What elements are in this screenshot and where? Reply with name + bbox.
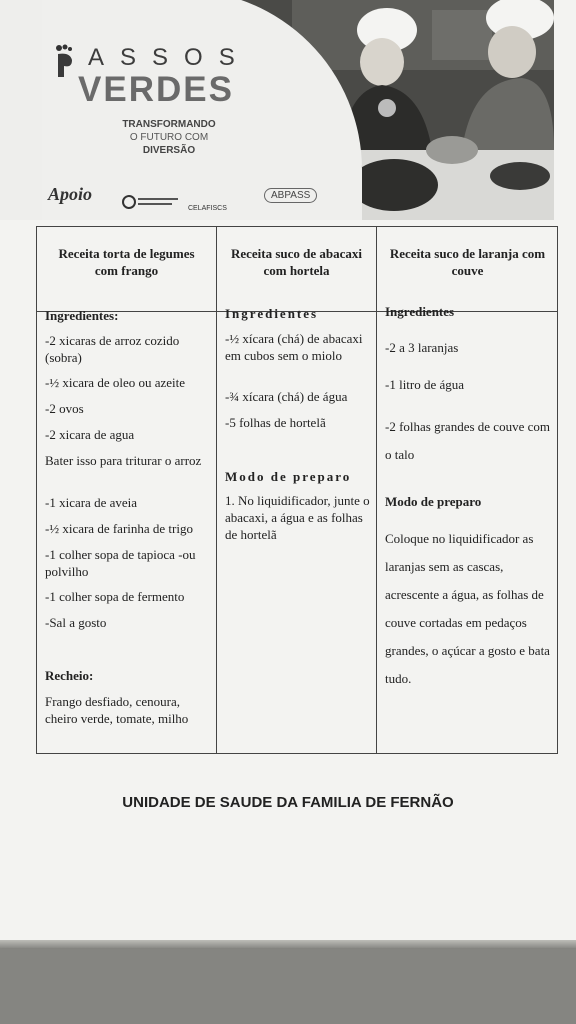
tagline-line: TRANSFORMANDO [122,119,216,130]
method-heading: Modo de preparo [385,494,482,509]
recipe-title: Receita torta de legumes com frango [58,246,195,278]
ingredients-heading: Ingredientes [225,306,319,321]
recipe-title: Receita suco de laranja com couve [389,246,546,278]
method-heading: Modo de preparo [225,469,352,484]
logo-word-passos: ASSOS [88,44,251,71]
ingredients-heading: Ingredientes: [45,308,119,323]
ingredient-item: -¾ xícara (chá) de água [225,389,348,404]
method-text: 1. No liquidificador, junte o abacaxi, a água e as folhas de hortelã [225,493,370,542]
logo-word-verdes: VERDES [78,70,234,109]
header-banner [42,0,554,220]
footprint-p-icon [54,44,76,78]
ingredient-item: Bater isso para triturar o arroz [45,453,202,468]
ingredient-item: -½ xicara de farinha de trigo [45,521,193,536]
sponsor-logo-apoio: Apoio [48,184,93,204]
recipe-column-torta [37,227,217,753]
sponsor-logo-abpass: ABPASS [264,188,317,203]
page-margin [0,0,42,220]
recipe-column-laranja [377,227,558,753]
method-text: Coloque no liquidificador as laranjas sem as cascas, acrescente a água, as folhas de couve cortadas em pedaços grandes, o açúcar a gosto e bata tudo. [385,531,550,686]
filling-text: Frango desfiado, cenoura, cheiro verde, tomate, milho [45,694,189,726]
ingredient-item: -½ xícara (chá) de abacaxi em cubos sem o miolo [225,331,363,363]
ingredient-item: -2 xicara de agua [45,427,135,442]
ingredient-item: -1 xicara de aveia [45,495,138,510]
ingredient-item: -2 xicaras de arroz cozido (sobra) [45,333,180,365]
ingredients-heading: Ingredientes [385,304,455,319]
recipe-title-cell [37,227,216,312]
nutrition-seal-icon [122,194,182,210]
tagline-line: DIVERSÃO [142,145,196,156]
recipe-title: Receita suco de abacaxi com hortela [230,246,363,278]
tagline-line: O FUTURO COM [129,132,209,143]
ingredient-item: -2 ovos [45,401,84,416]
ingredient-item: -1 colher sopa de tapioca -ou polvilho [45,547,196,579]
ingredient-item: -1 litro de água [385,377,465,392]
ingredient-item: -5 folhas de hortelã [225,415,326,430]
ingredient-item: -2 a 3 laranjas [385,340,459,355]
sponsor-logo-nutricao [122,194,182,212]
paper-edge [0,940,576,948]
ingredient-item: -2 folhas grandes de couve com o talo [385,419,550,462]
recipe-column-abacaxi [217,227,377,753]
filling-heading: Recheio: [45,668,94,683]
ingredient-item: -1 colher sopa de fermento [45,589,185,604]
sponsor-logo-celafiscs: CELAFISCS [188,205,227,212]
tagline [104,118,234,157]
recipe-title-cell [377,227,558,312]
ingredient-item: -½ xicara de oleo ou azeite [45,375,186,390]
footer-clinic-name: UNIDADE DE SAUDE DA FAMILIA DE FERNÃO [122,794,454,811]
recipe-title-cell [217,227,376,312]
ingredient-item: -Sal a gosto [45,615,107,630]
recipes-table [36,226,558,754]
